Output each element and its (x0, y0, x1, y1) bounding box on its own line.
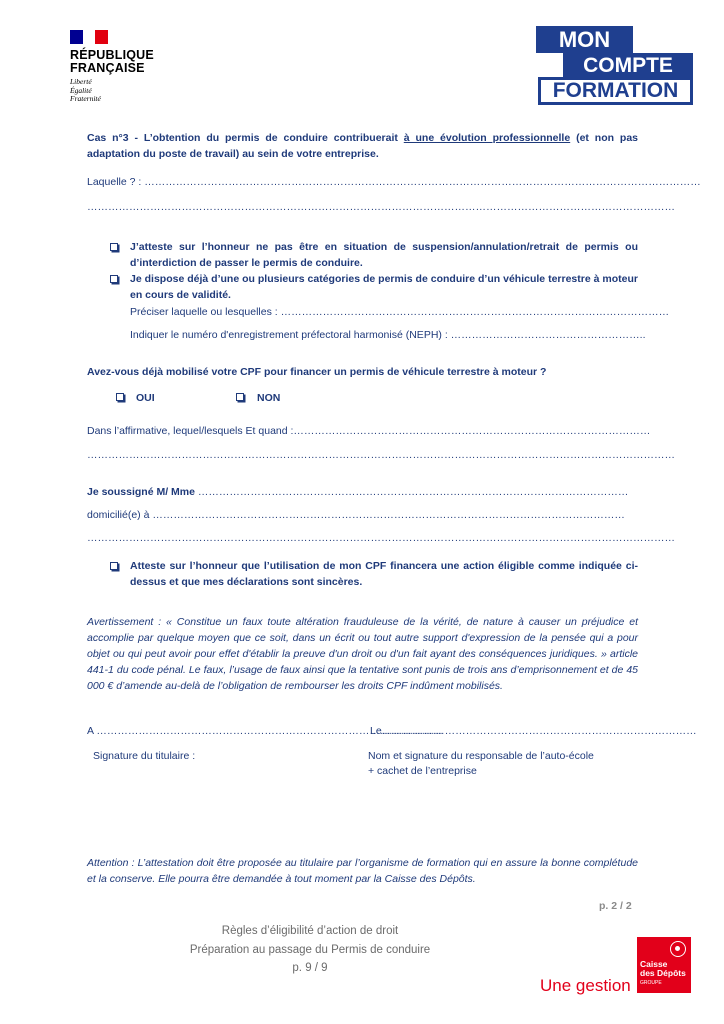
place-field[interactable]: A ……………………………………………………………………………………… (87, 725, 443, 737)
cdc-emblem-icon (670, 941, 686, 957)
logo-formation: FORMATION (538, 77, 693, 105)
motto-fraternite: Fraternité (70, 94, 101, 103)
attest-cpf: Atteste sur l’honneur que l’utilisation de mon CPF financera une action éligible comme indiquée ci-dessus et que mes déclarations sont sincères. (130, 560, 638, 588)
inner-page-number: p. 2 / 2 (599, 900, 632, 912)
footer-line1: Règles d’éligibilité d’action de droit (221, 925, 399, 937)
attention-text: Attention : L’attestation doit être proposée au titulaire par l’organisme de formation qui en assure la bonne complétude et la conserve. Elle pourra être demandée à tout moment par la Caisse des Dépôts. (87, 857, 638, 885)
warning-text: Avertissement : « Constitue un faux toute altération frauduleuse de la vérité, de nature à causer un préjudice et accomplie par quelque moyen que ce soit, dans un écrit ou tout autre support d'expression de la pensée qui a pour objet ou qui peut avoir pour effet d'établir la preuve d'un droit ou d'un fait ayant des conséquences juridiques. » article 441-1 du code pénal. Le faux, l’usage de faux ainsi que la tentative sont punis de trois ans d’emprisonnement et de 45 000 € d’amende au-delà de l’obligation de rembourser les droits CPF indûment mobilisés. (87, 616, 638, 692)
republique-francaise-logo (70, 30, 154, 104)
cdc-line2: des Dépôts (640, 968, 686, 978)
case3-intro-a: Cas n°3 - L’obtention du permis de conduire contribuerait (87, 132, 404, 144)
une-gestion-text: Une gestion (540, 976, 631, 995)
signature-titulaire-label: Signature du titulaire : (93, 750, 196, 762)
label-oui: OUI (136, 392, 155, 404)
mon-compte-formation-logo (536, 26, 693, 105)
attest-permis-existing: Je dispose déjà d’une ou plusieurs catégories de permis de conduire d’un véhicule terrestre à moteur en cours de validité. (130, 273, 638, 301)
motto-liberte: Liberté (70, 77, 92, 86)
label-non: NON (257, 392, 281, 404)
laquelle-field[interactable]: Laquelle ? : …………………………………………………………………………………………………………………………………………… (87, 176, 701, 188)
cachet-label: + cachet de l’entreprise (368, 765, 477, 777)
case3-intro (87, 130, 638, 162)
preciser-field[interactable]: Préciser laquelle ou lesquelles : ………………………………………………………………………………………………… (130, 306, 670, 318)
case3-intro-b: (et non pas adaptation du poste de travail) au sein de votre entreprise. (87, 132, 639, 160)
logo-mon: MON (536, 26, 633, 53)
footer-page-number: p. 9 / 9 (292, 962, 328, 974)
case3-dotline[interactable]: …………………………………………………………………………………………………………………………………………………… (87, 201, 675, 213)
cpf-question: Avez-vous déjà mobilisé votre CPF pour financer un permis de véhicule terrestre à moteur ? (87, 366, 547, 378)
sign-dotline[interactable]: …………………………………………………………………………………………………………………………………………………… (87, 532, 675, 544)
attest-no-suspension: J’atteste sur l’honneur ne pas être en situation de suspension/annulation/retrait de permis ou d’interdiction de passer le permis de conduire. (130, 241, 638, 269)
logo-compte: COMPTE (563, 53, 693, 79)
checkbox-oui[interactable] (116, 393, 124, 401)
checkbox-permis-existing[interactable] (110, 275, 118, 283)
motto-egalite: Égalité (70, 85, 92, 95)
checkbox-no-suspension[interactable] (110, 243, 118, 251)
date-field[interactable]: Le……………………………………………………………………………… (370, 725, 697, 737)
soussigne-dots[interactable]: …………………………………………………………………………………………………………… (194, 486, 629, 498)
cpf-details-field[interactable]: Dans l’affirmative, lequel/lesquels Et quand :………………………………………………………………………………………… (87, 425, 651, 437)
soussigne-label: Je soussigné M/ Mme (87, 486, 195, 498)
french-flag-icon (70, 30, 108, 44)
cdc-line1: Caisse (640, 959, 668, 969)
soussigne-field[interactable] (87, 484, 628, 500)
signature-responsable-label: Nom et signature du responsable de l’auto-école (368, 750, 594, 762)
cdc-line3: GROUPE (640, 980, 662, 986)
neph-field[interactable]: Indiquer le numéro d'enregistrement préfectoral harmonisé (NEPH) : ……………………………………………….. (130, 329, 646, 341)
checkbox-attest-cpf[interactable] (110, 562, 118, 570)
domicilie-field[interactable]: domicilié(e) à ……………………………………………………………………………………………………………………… (87, 509, 625, 521)
rf-line1: RÉPUBLIQUE (70, 48, 154, 62)
cpf-dotline[interactable]: …………………………………………………………………………………………………………………………………………………… (87, 449, 675, 461)
caisse-des-depots-logo (637, 937, 691, 993)
checkbox-non[interactable] (236, 393, 244, 401)
case3-intro-underlined: à une évolution professionnelle (403, 132, 571, 144)
footer-line2: Préparation au passage du Permis de conduire (189, 944, 431, 956)
rf-line2: FRANÇAISE (70, 61, 145, 75)
